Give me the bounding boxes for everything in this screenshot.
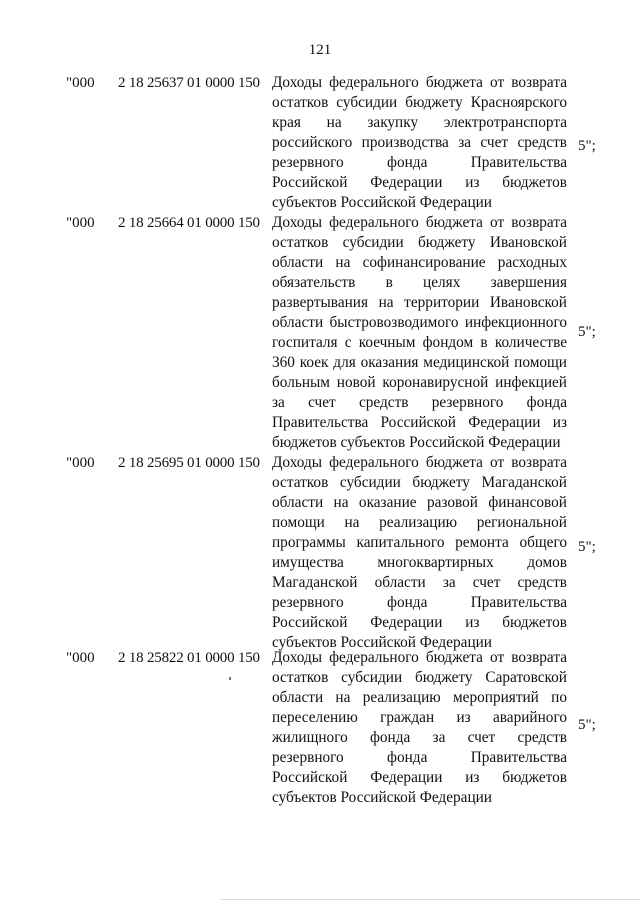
entry-description: Доходы федерального бюджета от возврата остатков субсидии бюджету Ивановской области на софинансирование расходных обязательств в целях завершения развертывания на территории Ивановской области быстровозводимого инфекционного госпиталя с коечным фондом в количестве 360 коек для оказания медицинской помощи больным новой коронавирусной инфекцией за счет средств резервного фонда Правительства Российской Федерации из бюджетов субъектов Российской Федерации (272, 214, 567, 451)
entry-code-prefix: "000 (66, 215, 95, 231)
entry-code-prefix: "000 (66, 650, 95, 666)
entry-classification-code: 2 18 25822 01 0000 150 (118, 650, 260, 666)
entry-classification-code: 2 18 25695 01 0000 150 (118, 455, 260, 471)
budget-entry-4 (0, 648, 640, 813)
page-number: 121 (308, 42, 332, 58)
entry-code-prefix: "000 (66, 455, 95, 471)
scan-speck (229, 677, 231, 680)
budget-entry-2 (0, 213, 640, 453)
budget-entry-3 (0, 453, 640, 651)
budget-entry-1 (0, 73, 640, 213)
entry-classification-code: 2 18 25637 01 0000 150 (118, 75, 260, 91)
entry-description: Доходы федерального бюджета от возврата остатков субсидии бюджету Магаданской области на оказание разовой финансовой помощи на реализацию региональной программы капитального ремонта общего имущества многоквартирных домов Магаданской области за счет средств резервного фонда Правительства Российской Федерации из бюджетов субъектов Российской Федерации (272, 454, 567, 651)
scan-edge-line (220, 899, 640, 900)
entry-code-prefix: "000 (66, 75, 95, 91)
entry-classification-code: 2 18 25664 01 0000 150 (118, 215, 260, 231)
entry-suffix: 5"; (578, 717, 596, 733)
entry-description: Доходы федерального бюджета от возврата остатков субсидии бюджету Красноярского края на закупку электротранспорта российского производства за счет средств резервного фонда Правительства Российской Федерации из бюджетов субъектов Российской Федерации (272, 74, 567, 211)
entry-suffix: 5"; (578, 138, 596, 154)
entry-suffix: 5"; (578, 324, 596, 340)
entry-suffix: 5"; (578, 539, 596, 555)
entry-description: Доходы федерального бюджета от возврата остатков субсидии бюджету Саратовской области на реализацию мероприятий по переселению граждан из аварийного жилищного фонда за счет средств резервного фонда Правительства Российской Федерации из бюджетов субъектов Российской Федерации (272, 649, 567, 806)
